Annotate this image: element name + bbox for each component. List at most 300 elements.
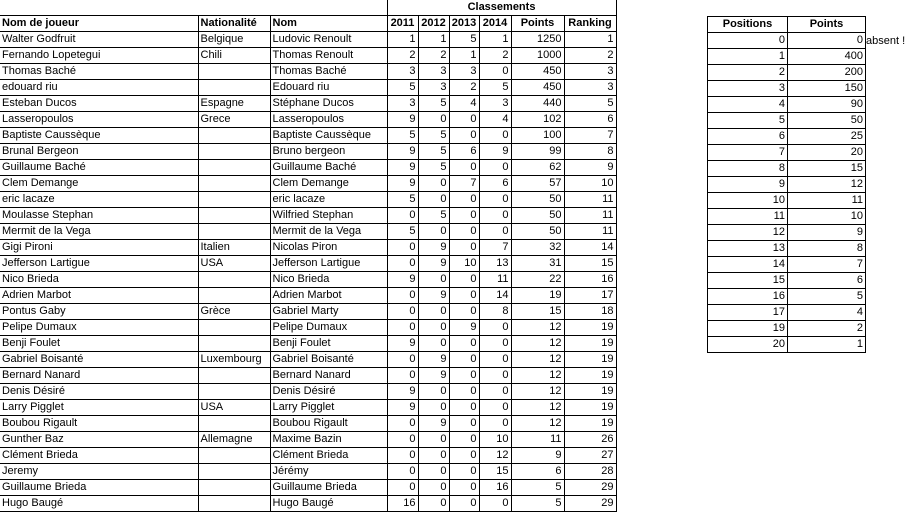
nationality-cell [198, 384, 270, 400]
score-2013-cell: 0 [449, 352, 479, 368]
ranking-table-body [0, 32, 616, 512]
nom-cell: Gabriel Boisanté [270, 352, 387, 368]
score-2013-cell: 0 [449, 304, 479, 320]
position-cell: 14 [708, 257, 788, 273]
ranking-cell: 5 [564, 96, 616, 112]
score-2012-cell: 0 [418, 400, 449, 416]
score-2014-cell: 0 [479, 208, 511, 224]
score-2012-cell: 0 [418, 480, 449, 496]
score-2013-cell: 0 [449, 272, 479, 288]
score-2011-cell: 9 [387, 160, 418, 176]
header-player-name: Nom de joueur [0, 16, 198, 32]
table-row [708, 145, 866, 161]
table-row [708, 177, 866, 193]
score-2012-cell: 0 [418, 320, 449, 336]
position-cell: 11 [708, 209, 788, 225]
nom-cell: Baptiste Caussèque [270, 128, 387, 144]
score-2012-cell: 0 [418, 224, 449, 240]
score-2014-cell: 0 [479, 336, 511, 352]
position-cell: 9 [708, 177, 788, 193]
score-2014-cell: 0 [479, 192, 511, 208]
header-points: Points [511, 16, 564, 32]
nom-cell: Maxime Bazin [270, 432, 387, 448]
table-row [708, 97, 866, 113]
scale-points-cell: 2 [788, 321, 866, 337]
score-2012-cell: 9 [418, 288, 449, 304]
scale-points-cell: 400 [788, 49, 866, 65]
score-2011-cell: 5 [387, 80, 418, 96]
table-row [0, 336, 616, 352]
player-name-cell: Clément Brieda [0, 448, 198, 464]
table-row [0, 176, 616, 192]
score-2012-cell: 0 [418, 464, 449, 480]
nom-cell: Nico Brieda [270, 272, 387, 288]
nationality-cell [198, 464, 270, 480]
nom-cell: Jérémy [270, 464, 387, 480]
nom-cell: Thomas Baché [270, 64, 387, 80]
player-name-cell: Adrien Marbot [0, 288, 198, 304]
scale-points-cell: 50 [788, 113, 866, 129]
scale-points-cell: 0 [788, 33, 866, 49]
score-2011-cell: 9 [387, 336, 418, 352]
nationality-cell [198, 496, 270, 512]
score-2013-cell: 0 [449, 416, 479, 432]
score-2014-cell: 0 [479, 400, 511, 416]
points-cell: 57 [511, 176, 564, 192]
points-cell: 11 [511, 432, 564, 448]
ranking-cell: 11 [564, 208, 616, 224]
points-cell: 12 [511, 320, 564, 336]
scale-points-cell: 8 [788, 241, 866, 257]
points-cell: 1250 [511, 32, 564, 48]
score-2014-cell: 0 [479, 352, 511, 368]
score-2014-cell: 1 [479, 32, 511, 48]
player-name-cell: Larry Pigglet [0, 400, 198, 416]
scale-points-cell: 15 [788, 161, 866, 177]
nom-cell: Denis Désiré [270, 384, 387, 400]
points-cell: 12 [511, 352, 564, 368]
nationality-cell [198, 336, 270, 352]
table-row [708, 337, 866, 353]
score-2014-cell: 2 [479, 48, 511, 64]
ranking-cell: 6 [564, 112, 616, 128]
position-cell: 19 [708, 321, 788, 337]
points-cell: 5 [511, 480, 564, 496]
score-2014-cell: 11 [479, 272, 511, 288]
nationality-cell: Espagne [198, 96, 270, 112]
score-2014-cell: 13 [479, 256, 511, 272]
table-row [708, 129, 866, 145]
table-row [708, 225, 866, 241]
nom-cell: Wilfried Stephan [270, 208, 387, 224]
points-cell: 12 [511, 416, 564, 432]
score-2014-cell: 10 [479, 432, 511, 448]
score-2011-cell: 0 [387, 256, 418, 272]
table-row [0, 464, 616, 480]
scale-points-cell: 6 [788, 273, 866, 289]
position-cell: 16 [708, 289, 788, 305]
player-name-cell: Benji Foulet [0, 336, 198, 352]
position-cell: 7 [708, 145, 788, 161]
table-row [0, 432, 616, 448]
column-header-row [0, 16, 616, 32]
score-2013-cell: 0 [449, 192, 479, 208]
nom-cell: Larry Pigglet [270, 400, 387, 416]
table-row [0, 48, 616, 64]
points-cell: 22 [511, 272, 564, 288]
score-2012-cell: 9 [418, 352, 449, 368]
nom-cell: Nicolas Piron [270, 240, 387, 256]
header-2014: 2014 [479, 16, 511, 32]
score-2013-cell: 0 [449, 160, 479, 176]
score-2013-cell: 0 [449, 128, 479, 144]
nationality-cell [198, 368, 270, 384]
nationality-cell: Grèce [198, 304, 270, 320]
header-2012: 2012 [418, 16, 449, 32]
player-name-cell: Thomas Baché [0, 64, 198, 80]
points-cell: 50 [511, 224, 564, 240]
score-2014-cell: 4 [479, 112, 511, 128]
position-cell: 1 [708, 49, 788, 65]
points-cell: 15 [511, 304, 564, 320]
points-cell: 440 [511, 96, 564, 112]
table-row [708, 273, 866, 289]
table-row [0, 96, 616, 112]
nom-cell: Clem Demange [270, 176, 387, 192]
score-2013-cell: 0 [449, 208, 479, 224]
table-row [0, 448, 616, 464]
score-2012-cell: 5 [418, 128, 449, 144]
score-2011-cell: 0 [387, 208, 418, 224]
points-scale-table [707, 16, 866, 353]
points-cell: 1000 [511, 48, 564, 64]
score-2013-cell: 0 [449, 432, 479, 448]
score-2014-cell: 3 [479, 96, 511, 112]
table-row [0, 80, 616, 96]
score-2012-cell: 9 [418, 240, 449, 256]
score-2011-cell: 0 [387, 352, 418, 368]
score-2012-cell: 0 [418, 272, 449, 288]
nationality-cell [198, 480, 270, 496]
score-2014-cell: 0 [479, 160, 511, 176]
points-cell: 102 [511, 112, 564, 128]
table-row [0, 384, 616, 400]
score-2012-cell: 0 [418, 448, 449, 464]
score-2013-cell: 0 [449, 288, 479, 304]
points-cell: 12 [511, 368, 564, 384]
score-2013-cell: 0 [449, 496, 479, 512]
score-2014-cell: 0 [479, 64, 511, 80]
nationality-cell [198, 64, 270, 80]
ranking-cell: 16 [564, 272, 616, 288]
position-cell: 3 [708, 81, 788, 97]
score-2011-cell: 5 [387, 192, 418, 208]
table-row [0, 352, 616, 368]
position-cell: 8 [708, 161, 788, 177]
score-2014-cell: 0 [479, 368, 511, 384]
player-name-cell: Pontus Gaby [0, 304, 198, 320]
points-cell: 62 [511, 160, 564, 176]
score-2011-cell: 0 [387, 288, 418, 304]
score-2011-cell: 0 [387, 320, 418, 336]
player-name-cell: Guillaume Baché [0, 160, 198, 176]
nom-cell: Lasseropoulos [270, 112, 387, 128]
score-2014-cell: 8 [479, 304, 511, 320]
ranking-cell: 19 [564, 400, 616, 416]
ranking-cell: 9 [564, 160, 616, 176]
table-row [708, 65, 866, 81]
player-name-cell: Esteban Ducos [0, 96, 198, 112]
scale-points-cell: 150 [788, 81, 866, 97]
points-cell: 99 [511, 144, 564, 160]
player-name-cell: Jeremy [0, 464, 198, 480]
position-cell: 2 [708, 65, 788, 81]
table-row [708, 257, 866, 273]
nom-cell: Benji Foulet [270, 336, 387, 352]
score-2011-cell: 3 [387, 64, 418, 80]
score-2013-cell: 6 [449, 144, 479, 160]
scale-points-cell: 12 [788, 177, 866, 193]
scale-points-cell: 11 [788, 193, 866, 209]
score-2014-cell: 0 [479, 416, 511, 432]
nationality-cell: Grece [198, 112, 270, 128]
score-2011-cell: 0 [387, 416, 418, 432]
nationality-cell [198, 144, 270, 160]
position-cell: 0 [708, 33, 788, 49]
nationality-cell: Luxembourg [198, 352, 270, 368]
table-row [0, 304, 616, 320]
table-row [0, 320, 616, 336]
points-cell: 50 [511, 192, 564, 208]
table-row [0, 208, 616, 224]
score-2013-cell: 0 [449, 112, 479, 128]
ranking-cell: 15 [564, 256, 616, 272]
points-cell: 100 [511, 128, 564, 144]
table-row [0, 32, 616, 48]
nationality-cell: Chili [198, 48, 270, 64]
position-cell: 5 [708, 113, 788, 129]
score-2012-cell: 0 [418, 192, 449, 208]
nationality-cell: Allemagne [198, 432, 270, 448]
score-2014-cell: 0 [479, 384, 511, 400]
score-2014-cell: 0 [479, 128, 511, 144]
score-2014-cell: 15 [479, 464, 511, 480]
table-row [708, 33, 866, 49]
player-name-cell: Gabriel Boisanté [0, 352, 198, 368]
score-2011-cell: 0 [387, 464, 418, 480]
score-2014-cell: 0 [479, 224, 511, 240]
score-2011-cell: 5 [387, 224, 418, 240]
table-row [708, 193, 866, 209]
score-2011-cell: 1 [387, 32, 418, 48]
score-2011-cell: 9 [387, 176, 418, 192]
player-name-cell: Clem Demange [0, 176, 198, 192]
ranking-cell: 27 [564, 448, 616, 464]
table-row [0, 160, 616, 176]
table-row [0, 288, 616, 304]
score-2013-cell: 0 [449, 368, 479, 384]
score-2012-cell: 0 [418, 176, 449, 192]
score-2013-cell: 1 [449, 48, 479, 64]
table-row [0, 240, 616, 256]
nationality-cell [198, 224, 270, 240]
points-scale-body [708, 33, 866, 353]
nationality-cell [198, 288, 270, 304]
table-row [708, 305, 866, 321]
points-cell: 32 [511, 240, 564, 256]
table-row [0, 480, 616, 496]
score-2011-cell: 16 [387, 496, 418, 512]
score-2012-cell: 9 [418, 368, 449, 384]
position-cell: 20 [708, 337, 788, 353]
score-2012-cell: 0 [418, 432, 449, 448]
score-2013-cell: 0 [449, 448, 479, 464]
player-name-cell: edouard riu [0, 80, 198, 96]
table-row [708, 241, 866, 257]
position-cell: 10 [708, 193, 788, 209]
table-row [708, 49, 866, 65]
points-cell: 19 [511, 288, 564, 304]
score-2012-cell: 5 [418, 96, 449, 112]
player-name-cell: Denis Désiré [0, 384, 198, 400]
scale-points-cell: 10 [788, 209, 866, 225]
table-row [708, 161, 866, 177]
ranking-cell: 19 [564, 384, 616, 400]
player-name-cell: Boubou Rigault [0, 416, 198, 432]
nom-cell: Thomas Renoult [270, 48, 387, 64]
score-2012-cell: 3 [418, 80, 449, 96]
table-row [0, 400, 616, 416]
header-ranking: Ranking [564, 16, 616, 32]
ranking-cell: 3 [564, 64, 616, 80]
nom-cell: Hugo Baugé [270, 496, 387, 512]
player-name-cell: Mermit de la Vega [0, 224, 198, 240]
score-2012-cell: 5 [418, 208, 449, 224]
ranking-cell: 18 [564, 304, 616, 320]
header-nationality: Nationalité [198, 16, 270, 32]
ranking-cell: 19 [564, 368, 616, 384]
table-row [708, 321, 866, 337]
scale-points-cell: 20 [788, 145, 866, 161]
nom-cell: Jefferson Lartigue [270, 256, 387, 272]
ranking-cell: 7 [564, 128, 616, 144]
score-2011-cell: 0 [387, 448, 418, 464]
ranking-cell: 3 [564, 80, 616, 96]
player-name-cell: Fernando Lopetegui [0, 48, 198, 64]
scale-points-cell: 90 [788, 97, 866, 113]
score-2014-cell: 12 [479, 448, 511, 464]
score-2013-cell: 0 [449, 240, 479, 256]
nom-cell: eric lacaze [270, 192, 387, 208]
absent-note: absent ! [866, 35, 906, 47]
score-2014-cell: 14 [479, 288, 511, 304]
points-cell: 12 [511, 384, 564, 400]
score-2011-cell: 9 [387, 272, 418, 288]
ranking-cell: 11 [564, 224, 616, 240]
scale-points-cell: 4 [788, 305, 866, 321]
player-name-cell: Baptiste Caussèque [0, 128, 198, 144]
ranking-cell: 1 [564, 32, 616, 48]
scale-points-cell: 1 [788, 337, 866, 353]
ranking-cell: 14 [564, 240, 616, 256]
ranking-cell: 8 [564, 144, 616, 160]
score-2012-cell: 9 [418, 256, 449, 272]
score-2013-cell: 0 [449, 224, 479, 240]
score-2011-cell: 9 [387, 384, 418, 400]
nom-cell: Bernard Nanard [270, 368, 387, 384]
group-header-row [0, 0, 616, 16]
nom-cell: Adrien Marbot [270, 288, 387, 304]
table-row [708, 209, 866, 225]
score-2012-cell: 0 [418, 336, 449, 352]
table-row [0, 416, 616, 432]
table-row [708, 113, 866, 129]
nationality-cell [198, 272, 270, 288]
nationality-cell: USA [198, 400, 270, 416]
player-name-cell: Nico Brieda [0, 272, 198, 288]
position-cell: 13 [708, 241, 788, 257]
nationality-cell [198, 448, 270, 464]
score-2013-cell: 3 [449, 64, 479, 80]
score-2013-cell: 0 [449, 480, 479, 496]
nationality-cell [198, 192, 270, 208]
scale-points-cell: 5 [788, 289, 866, 305]
ranking-cell: 2 [564, 48, 616, 64]
ranking-cell: 11 [564, 192, 616, 208]
nationality-cell: USA [198, 256, 270, 272]
ranking-cell: 19 [564, 352, 616, 368]
player-name-cell: Gunther Baz [0, 432, 198, 448]
points-cell: 31 [511, 256, 564, 272]
points-cell: 50 [511, 208, 564, 224]
header-nom: Nom [270, 16, 387, 32]
nationality-cell [198, 128, 270, 144]
score-2013-cell: 0 [449, 464, 479, 480]
score-2013-cell: 0 [449, 384, 479, 400]
table-row [0, 272, 616, 288]
score-2012-cell: 3 [418, 64, 449, 80]
table-row [0, 224, 616, 240]
score-2013-cell: 7 [449, 176, 479, 192]
nom-cell: Guillaume Brieda [270, 480, 387, 496]
header-side-points: Points [788, 17, 866, 33]
player-name-cell: Moulasse Stephan [0, 208, 198, 224]
score-2014-cell: 16 [479, 480, 511, 496]
ranking-cell: 19 [564, 416, 616, 432]
scale-points-cell: 7 [788, 257, 866, 273]
score-2011-cell: 3 [387, 96, 418, 112]
nationality-cell [198, 320, 270, 336]
score-2011-cell: 0 [387, 480, 418, 496]
position-cell: 12 [708, 225, 788, 241]
nationality-cell: Belgique [198, 32, 270, 48]
nationality-cell [198, 416, 270, 432]
player-name-cell: Pelipe Dumaux [0, 320, 198, 336]
table-row [0, 192, 616, 208]
position-cell: 15 [708, 273, 788, 289]
ranking-cell: 29 [564, 496, 616, 512]
score-2013-cell: 9 [449, 320, 479, 336]
points-cell: 450 [511, 80, 564, 96]
score-2011-cell: 5 [387, 128, 418, 144]
score-2012-cell: 0 [418, 384, 449, 400]
score-2013-cell: 4 [449, 96, 479, 112]
player-name-cell: eric lacaze [0, 192, 198, 208]
player-name-cell: Lasseropoulos [0, 112, 198, 128]
score-2014-cell: 7 [479, 240, 511, 256]
score-2014-cell: 0 [479, 320, 511, 336]
score-2012-cell: 5 [418, 144, 449, 160]
